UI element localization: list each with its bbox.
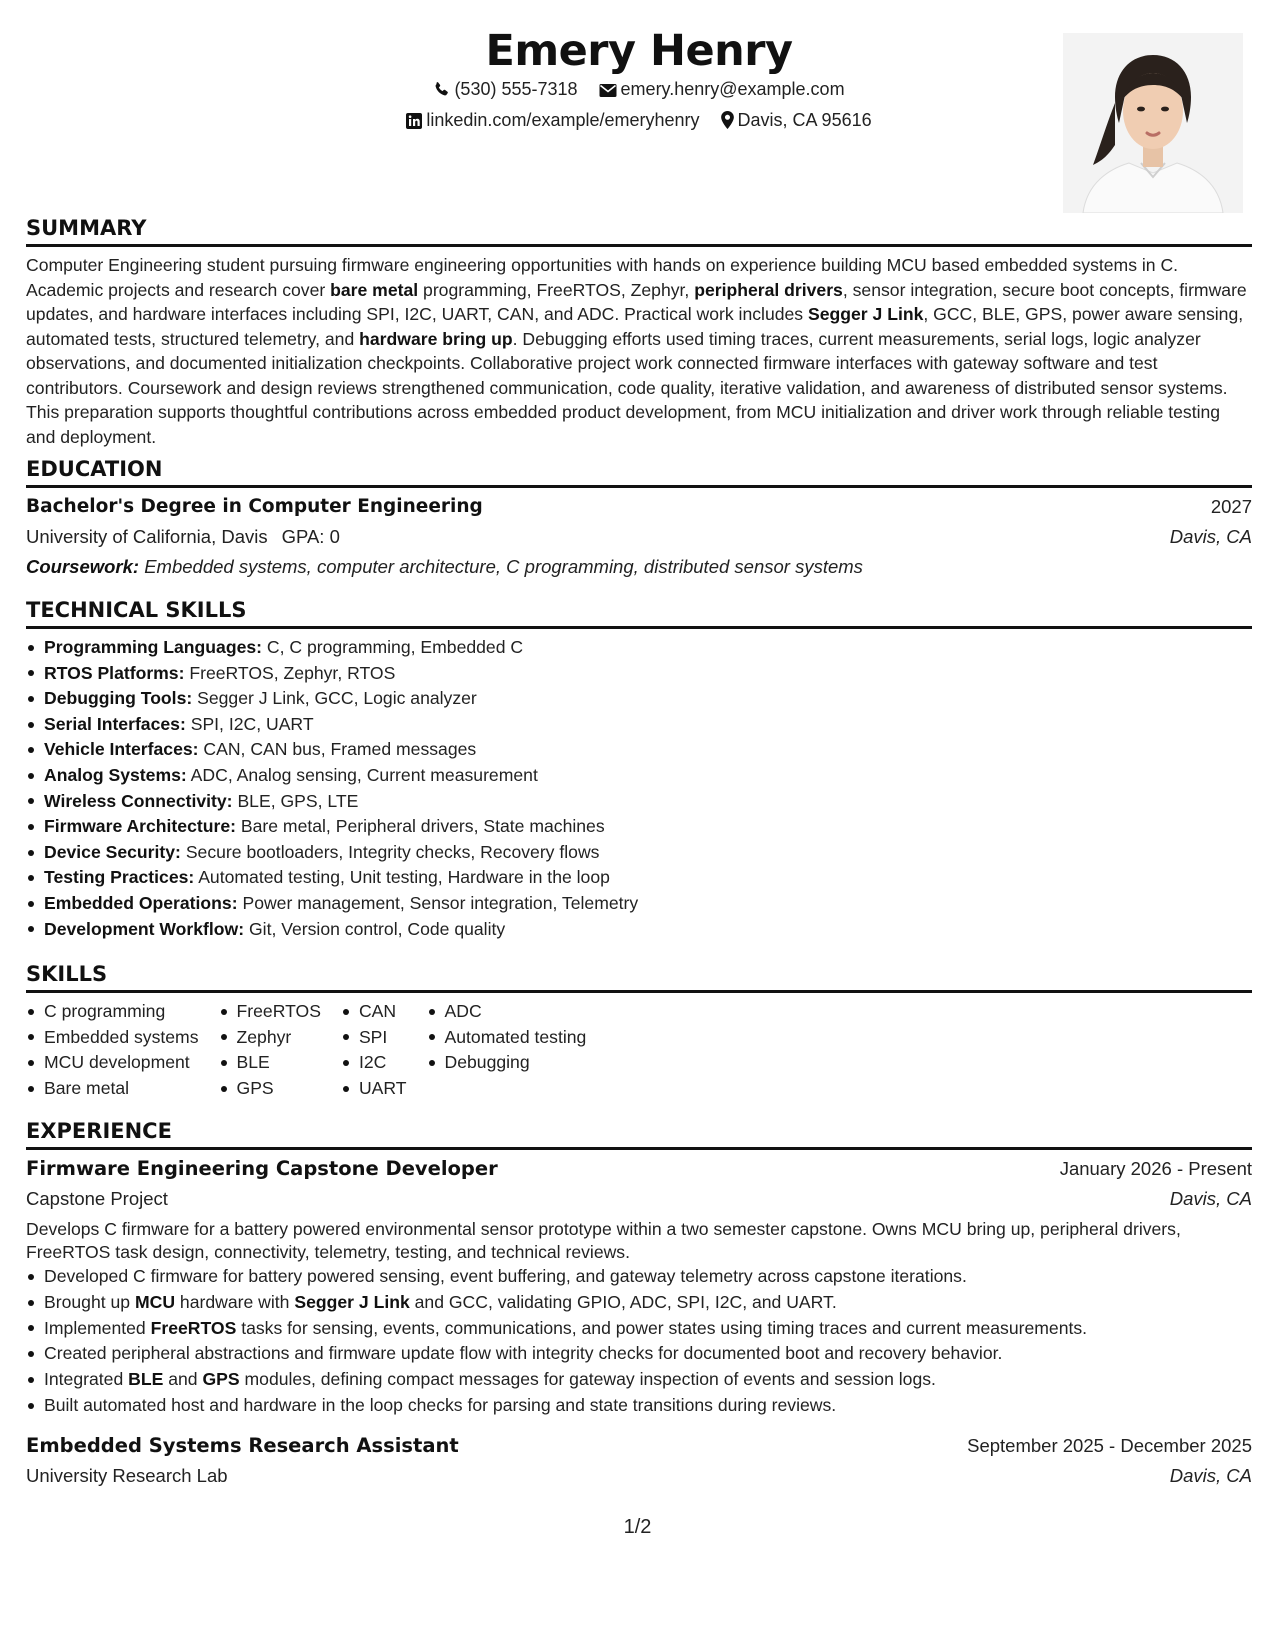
job-bullet: [26, 1290, 1252, 1316]
job-organization: Capstone Project: [26, 1188, 168, 1209]
skill-values: C, C programming, Embedded C: [266, 637, 524, 657]
skill-values: Bare metal, Peripheral drivers, State machines: [240, 816, 605, 837]
job-title: Firmware Engineering Capstone Developer: [26, 1157, 498, 1180]
bold-keyword: bare metal: [330, 279, 419, 300]
technical-skills-divider: [26, 626, 1252, 629]
job-bullet: [26, 1264, 1252, 1290]
job-org-row: [26, 1461, 1252, 1491]
job-org-row: [26, 1184, 1252, 1214]
school-location: Davis, CA: [1169, 526, 1252, 547]
technical-skill-item: [26, 712, 1252, 738]
degree-title: Bachelor's Degree in Computer Engineering: [26, 496, 483, 517]
job-bullets: [26, 1264, 1252, 1419]
technical-skill-item: [26, 686, 1252, 712]
bold-keyword: GPS: [202, 1369, 240, 1390]
skill-values: SPI, I2C, UART: [190, 713, 314, 734]
skill-values: Git, Version control, Code quality: [248, 918, 506, 939]
text-segment: and: [163, 1369, 203, 1390]
text-segment: programming, FreeRTOS, Zephyr,: [418, 279, 695, 300]
education-section: [26, 455, 1252, 582]
school-row: [26, 522, 1252, 552]
job-dates: January 2026 - Present: [1059, 1158, 1252, 1179]
phone-contact[interactable]: [433, 79, 577, 100]
job-entry: [26, 1154, 1252, 1419]
bold-keyword: hardware bring up: [359, 328, 513, 349]
education-heading: EDUCATION: [26, 457, 163, 481]
summary-divider: [26, 244, 1252, 247]
job-location: Davis, CA: [1169, 1464, 1252, 1486]
job-title-row: [26, 1154, 1252, 1184]
linkedin-text: linkedin.com/example/emeryhenry: [426, 110, 700, 130]
skill-category: RTOS Platforms:: [44, 662, 185, 683]
bold-keyword: FreeRTOS: [150, 1317, 237, 1338]
coursework-list: Embedded systems, computer architecture, C programming, distributed sensor systems: [144, 556, 863, 577]
text-segment: , sensor integration, secure boot concepts, firmware updates, and hardware interfaces including SPI, I2C, UART, CAN, and ADC. Practical work includes: [26, 279, 1247, 324]
skills-columns: [26, 999, 1252, 1101]
page-number: 1/2: [623, 1516, 652, 1538]
technical-skill-item: [26, 891, 1252, 917]
gpa: GPA: 0: [281, 526, 340, 547]
skill-category: Analog Systems:: [44, 764, 187, 785]
email-text: emery.henry@example.com: [620, 79, 845, 99]
map-pin-icon: [721, 111, 734, 129]
skill-item: SPI: [341, 1025, 407, 1051]
job-title: Embedded Systems Research Assistant: [26, 1433, 459, 1457]
technical-skills-heading: TECHNICAL SKILLS: [26, 598, 247, 622]
phone-icon: [433, 81, 450, 98]
skill-category: Testing Practices:: [44, 867, 195, 888]
skills-heading: SKILLS: [26, 962, 108, 986]
skills-column: [341, 999, 407, 1101]
experience-section: [26, 1117, 1252, 1491]
skill-values: BLE, GPS, LTE: [237, 790, 359, 811]
skill-category: Embedded Operations:: [44, 892, 238, 913]
skill-values: Secure bootloaders, Integrity checks, Recovery flows: [185, 841, 600, 862]
skill-values: Automated testing, Unit testing, Hardware in the loop: [198, 867, 610, 888]
text-segment: Brought up: [44, 1291, 135, 1312]
technical-skill-item: [26, 635, 1252, 661]
profile-photo: [1063, 33, 1243, 213]
job-entry: [26, 1431, 1252, 1491]
summary-paragraph: [26, 253, 1252, 449]
text-segment: Computer Engineering student pursuing firmware engineering opportunities with hands on experience building MCU based embedded systems in C. Academic projects and research cover: [26, 255, 1179, 300]
skill-category: Vehicle Interfaces:: [44, 739, 199, 760]
text-segment: tasks for sensing, events, communications, and power states using timing traces and current measurements.: [236, 1317, 1088, 1338]
text-segment: Developed C firmware for battery powered sensing, event buffering, and gateway telemetry across capstone iterations.: [44, 1266, 967, 1286]
skills-divider: [26, 990, 1252, 993]
skills-column: [427, 999, 587, 1101]
skill-item: Embedded systems: [26, 1025, 199, 1051]
skill-item: ADC: [427, 999, 587, 1025]
skill-category: Firmware Architecture:: [44, 816, 236, 837]
text-segment: Integrated: [44, 1369, 129, 1390]
skills-list: [341, 999, 407, 1101]
bold-keyword: BLE: [128, 1369, 164, 1390]
technical-skill-item: [26, 814, 1252, 840]
text-segment: , GCC, BLE, GPS, power aware sensing, automated tests, structured telemetry, and: [26, 304, 1244, 349]
job-dates: September 2025 - December 2025: [967, 1434, 1252, 1456]
bold-keyword: Segger J Link: [808, 304, 924, 324]
resume-page: [26, 0, 1252, 1650]
skill-item: Zephyr: [219, 1025, 321, 1051]
skills-list: [26, 999, 199, 1101]
bold-keyword: peripheral drivers: [694, 279, 843, 300]
skill-item: CAN: [341, 999, 407, 1025]
school-name: University of California, Davis: [26, 526, 268, 547]
technical-skill-item: [26, 789, 1252, 815]
technical-skill-item: [26, 840, 1252, 866]
technical-skills-section: [26, 596, 1252, 942]
phone-text: (530) 555-7318: [454, 79, 578, 99]
coursework-label: Coursework:: [26, 556, 140, 577]
skill-category: Device Security:: [44, 841, 181, 862]
text-segment: hardware with: [175, 1291, 295, 1312]
skills-section: [26, 960, 1252, 1101]
location-text: Davis, CA 95616: [737, 110, 872, 130]
skill-category: Serial Interfaces:: [44, 713, 186, 734]
skill-values: ADC, Analog sensing, Current measurement: [190, 764, 538, 785]
skill-item: FreeRTOS: [219, 999, 321, 1025]
text-segment: and GCC, validating GPIO, ADC, SPI, I2C, and UART.: [409, 1291, 837, 1312]
skill-item: C programming: [26, 999, 199, 1025]
text-segment: Built automated host and hardware in the loop checks for parsing and state transitions during reviews.: [44, 1394, 837, 1415]
coursework-line: [26, 552, 1252, 582]
graduation-year: 2027: [1210, 496, 1252, 517]
email-contact[interactable]: [599, 79, 845, 100]
job-bullet: [26, 1367, 1252, 1393]
skill-category: Debugging Tools:: [44, 688, 193, 709]
bold-keyword: Segger J Link: [294, 1291, 410, 1312]
bold-keyword: MCU: [134, 1291, 176, 1312]
text-segment: Implemented: [44, 1317, 151, 1338]
technical-skills-list: [26, 635, 1252, 942]
resume-header: [26, 20, 1252, 220]
skill-values: FreeRTOS, Zephyr, RTOS: [189, 662, 396, 683]
text-segment: . Debugging efforts used timing traces, current measurements, serial logs, logic analyzer observations, and documented initialization checkpoints. Collaborative project work connected firmware interfaces with gateway software and test contributors. Coursework and design reviews strengthened communication, code quality, iterative validation, and awareness of distributed sensor systems. This preparation supports thoughtful contributions across embedded product development, from MCU initialization and driver work through reliable testing and deployment.: [26, 328, 1228, 447]
candidate-name: Emery Henry: [485, 26, 793, 76]
envelope-icon: [599, 83, 617, 98]
text-segment: modules, defining compact messages for gateway inspection of events and session logs.: [239, 1369, 936, 1390]
skill-values: Segger J Link, GCC, Logic analyzer: [197, 688, 477, 709]
skills-list: [427, 999, 587, 1076]
linkedin-contact[interactable]: [406, 110, 699, 131]
skill-category: Wireless Connectivity:: [44, 790, 233, 811]
skills-column: [26, 999, 199, 1101]
location-contact: [721, 110, 872, 131]
skill-item: Bare metal: [26, 1076, 199, 1102]
skill-category: Development Workflow:: [44, 918, 245, 939]
skill-item: GPS: [219, 1076, 321, 1102]
job-bullet: [26, 1341, 1252, 1367]
job-location: Davis, CA: [1169, 1188, 1252, 1209]
summary-section: [26, 214, 1252, 449]
job-bullet: [26, 1316, 1252, 1342]
skill-item: BLE: [219, 1050, 321, 1076]
technical-skill-item: [26, 763, 1252, 789]
skill-item: Debugging: [427, 1050, 587, 1076]
skills-column: [219, 999, 321, 1101]
job-organization: University Research Lab: [26, 1464, 228, 1486]
skill-item: I2C: [341, 1050, 407, 1076]
skill-values: CAN, CAN bus, Framed messages: [203, 739, 477, 760]
summary-heading: SUMMARY: [26, 216, 147, 240]
job-title-row: [26, 1431, 1252, 1461]
skill-values: Power management, Sensor integration, Telemetry: [242, 892, 639, 913]
technical-skill-item: [26, 865, 1252, 891]
school-info: [26, 522, 340, 552]
skills-list: [219, 999, 321, 1101]
skill-item: MCU development: [26, 1050, 199, 1076]
job-description: Develops C firmware for a battery powered environmental sensor prototype within a two semester capstone. Owns MCU bring up, peripheral drivers, FreeRTOS task design, connectivity, telemetry, testing, and technical reviews.: [26, 1219, 1181, 1262]
skill-item: Automated testing: [427, 1025, 587, 1051]
experience-heading: EXPERIENCE: [26, 1119, 172, 1143]
job-bullet: [26, 1393, 1252, 1419]
skill-item: UART: [341, 1076, 407, 1102]
education-divider: [26, 485, 1252, 488]
technical-skill-item: [26, 917, 1252, 943]
technical-skill-item: [26, 737, 1252, 763]
degree-row: [26, 492, 1252, 522]
text-segment: Created peripheral abstractions and firmware update flow with integrity checks for documented boot and recovery behavior.: [44, 1343, 1003, 1364]
experience-divider: [26, 1147, 1252, 1150]
technical-skill-item: [26, 661, 1252, 687]
linkedin-icon: [406, 113, 422, 129]
skill-category: Programming Languages:: [44, 637, 262, 657]
